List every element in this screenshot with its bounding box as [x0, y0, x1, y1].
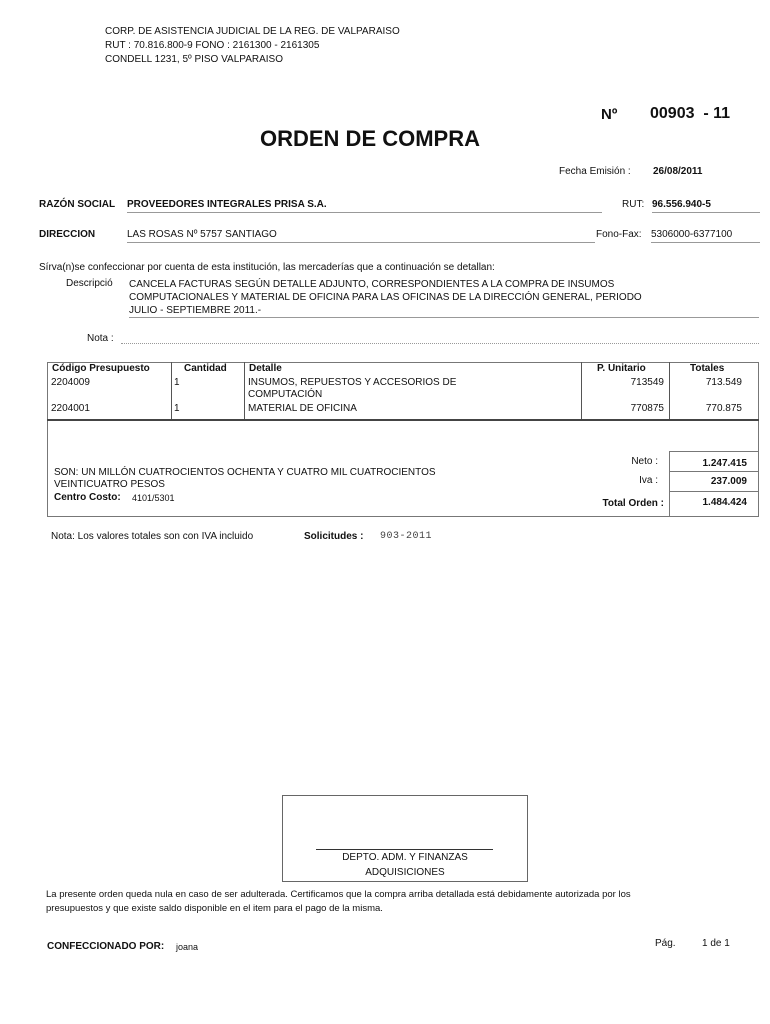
iva-note: Nota: Los valores totales son con IVA incluido [51, 531, 254, 542]
supplier-rut-label: RUT: [622, 199, 645, 210]
requests-label: Solicitudes : [304, 531, 364, 542]
supplier-phone: 5306000-6377100 [651, 229, 760, 243]
supplier-name: PROVEEDORES INTEGRALES PRISA S.A. [127, 199, 602, 213]
supplier-address: LAS ROSAS Nº 5757 SANTIAGO [127, 229, 595, 243]
requests-value: 903-2011 [380, 531, 433, 542]
description-label: Descripció [66, 278, 113, 289]
col-header-unit-price: P. Unitario [597, 363, 646, 374]
amount-words-line: SON: UN MILLÓN CUATROCIENTOS OCHENTA Y CUATRO MIL CUATROCIENTOS [54, 467, 436, 478]
prepared-by-label: CONFECCIONADO POR: [47, 941, 165, 952]
amount-words-line: VEINTICUATRO PESOS [54, 479, 165, 490]
issue-date-label: Fecha Emisión : [559, 166, 631, 177]
cost-center-label: Centro Costo: [54, 492, 121, 503]
nota-label: Nota : [87, 333, 114, 344]
description-line: COMPUTACIONALES Y MATERIAL DE OFICINA PARA LAS OFICINAS DE LA DIRECCIÓN GENERAL, PERIODO [129, 292, 642, 303]
disclaimer [46, 888, 631, 916]
signature-section: ADQUISICIONES [365, 867, 445, 878]
description-line: JULIO - SEPTIEMBRE 2011.- [129, 304, 759, 318]
table-row-qty: 1 [174, 377, 180, 388]
amount-in-words [54, 467, 436, 491]
table-row-code: 2204009 [51, 377, 90, 388]
issue-date: 26/08/2011 [653, 166, 703, 177]
supplier-rut: 96.556.940-5 [652, 199, 760, 213]
table-row-total: 713.549 [705, 377, 742, 388]
table-row-total: 770.875 [705, 403, 742, 414]
org-rut-phone: RUT : 70.816.800-9 FONO : 2161300 - 2161305 [105, 40, 320, 51]
supplier-address-label: DIRECCION [39, 229, 96, 240]
order-number: 00903 - 11 [650, 105, 731, 122]
table-row-detail [248, 377, 456, 401]
request-text: Sírva(n)se confeccionar por cuenta de esta institución, las mercaderías que a continuación se detallan: [39, 262, 495, 273]
signature-line [316, 849, 493, 850]
neto-label: Neto : [631, 456, 658, 467]
table-row-code: 2204001 [51, 403, 90, 414]
description-text [129, 278, 759, 318]
neto-value: 1.247.415 [702, 458, 747, 469]
supplier-name-label: RAZÓN SOCIAL [39, 199, 116, 210]
col-header-code: Código Presupuesto [52, 363, 150, 374]
table-row-unit-price: 770875 [630, 403, 664, 414]
prepared-by-value: joana [176, 942, 199, 952]
table-row-detail: MATERIAL DE OFICINA [248, 403, 357, 414]
col-header-qty: Cantidad [184, 363, 227, 374]
org-address: CONDELL 1231, 5º PISO VALPARAISO [105, 54, 283, 65]
disclaimer-line: presupuestos y que existe saldo disponible en el item para el pago de la misma. [46, 903, 383, 914]
nota-field [121, 343, 759, 344]
signature-dept: DEPTO. ADM. Y FINANZAS [342, 852, 468, 863]
document-title: ORDEN DE COMPRA [260, 126, 481, 151]
supplier-phone-label: Fono-Fax: [596, 229, 642, 240]
detail-line: COMPUTACIÓN [248, 389, 323, 400]
org-name: CORP. DE ASISTENCIA JUDICIAL DE LA REG. DE VALPARAISO [105, 26, 400, 37]
table-row-qty: 1 [174, 403, 180, 414]
col-header-detail: Detalle [249, 363, 282, 374]
page-label: Pág. [655, 938, 676, 949]
total-order-value: 1.484.424 [702, 497, 747, 508]
disclaimer-line: La presente orden queda nula en caso de ser adulterada. Certificamos que la compra arriba detallada está debidamente autorizada por los [46, 889, 631, 900]
iva-value: 237.009 [710, 476, 747, 487]
table-row-unit-price: 713549 [630, 377, 664, 388]
cost-center-value: 4101/5301 [132, 493, 175, 503]
total-order-label: Total Orden : [602, 498, 664, 509]
detail-line: INSUMOS, REPUESTOS Y ACCESORIOS DE [248, 377, 457, 388]
page-number: 1 de 1 [702, 938, 730, 949]
order-number-label: Nº [601, 106, 618, 123]
description-line: CANCELA FACTURAS SEGÚN DETALLE ADJUNTO, CORRESPONDIENTES A LA COMPRA DE INSUMOS [129, 279, 615, 290]
col-header-totals: Totales [690, 363, 725, 374]
iva-label: Iva : [639, 475, 658, 486]
